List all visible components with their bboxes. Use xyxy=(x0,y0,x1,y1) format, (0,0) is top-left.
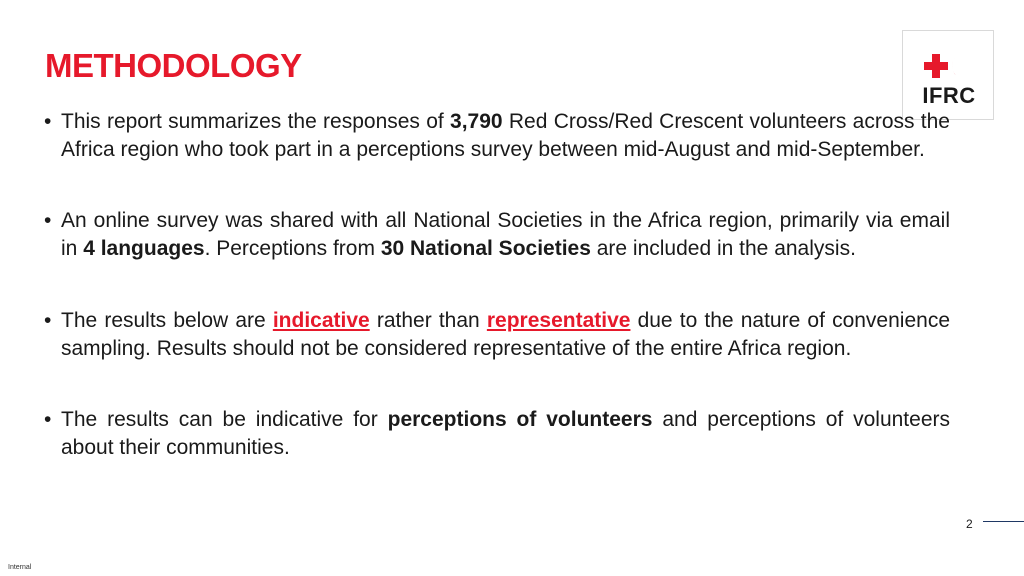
page-number: 2 xyxy=(966,517,973,531)
volunteer-count: 3,790 xyxy=(450,110,503,133)
perceptions-highlight: perceptions of volunteers xyxy=(387,408,653,431)
bullet-item xyxy=(44,207,950,262)
text-segment: Red Cross/Red Crescent volunteers across the Africa region who took part in a perceptions survey between mid-August and mid-September. xyxy=(61,110,950,161)
text-segment: due to the nature of convenience sampling. Results should not be considered representative of the entire Africa region. xyxy=(61,309,950,360)
national-societies-count: 30 National Societies xyxy=(380,236,591,260)
classification-label: Internal xyxy=(8,564,32,571)
text-segment: The results can be indicative for xyxy=(61,408,388,431)
indicative-highlight: indicative xyxy=(272,309,370,332)
bullet-item xyxy=(44,307,950,362)
bullet-dot: • xyxy=(44,110,52,133)
text-segment: rather than xyxy=(369,309,487,332)
bullet-dot: • xyxy=(44,309,52,332)
text-segment: . Perceptions from xyxy=(204,236,381,260)
text-segment: This report summarizes the responses of xyxy=(61,110,451,133)
bullet-item xyxy=(44,406,950,461)
page-title: METHODOLOGY xyxy=(45,47,302,84)
text-segment: and perceptions of volunteers about their communities. xyxy=(61,408,950,459)
bullet-item xyxy=(44,108,950,163)
bullet-list xyxy=(44,108,950,461)
text-segment: The results below are xyxy=(61,309,273,332)
bullet-dot: • xyxy=(44,408,52,431)
page-number-rule xyxy=(983,521,1024,522)
bullet-dot: • xyxy=(44,209,52,232)
logo-text: IFRC xyxy=(922,83,976,108)
languages-count: 4 languages xyxy=(83,236,205,260)
ifrc-logo xyxy=(902,30,994,120)
text-segment: are included in the analysis. xyxy=(590,236,856,260)
text-segment: An online survey was shared with all National Societies in the Africa region, primarily via email in xyxy=(61,209,950,260)
representative-highlight: representative xyxy=(486,309,631,332)
